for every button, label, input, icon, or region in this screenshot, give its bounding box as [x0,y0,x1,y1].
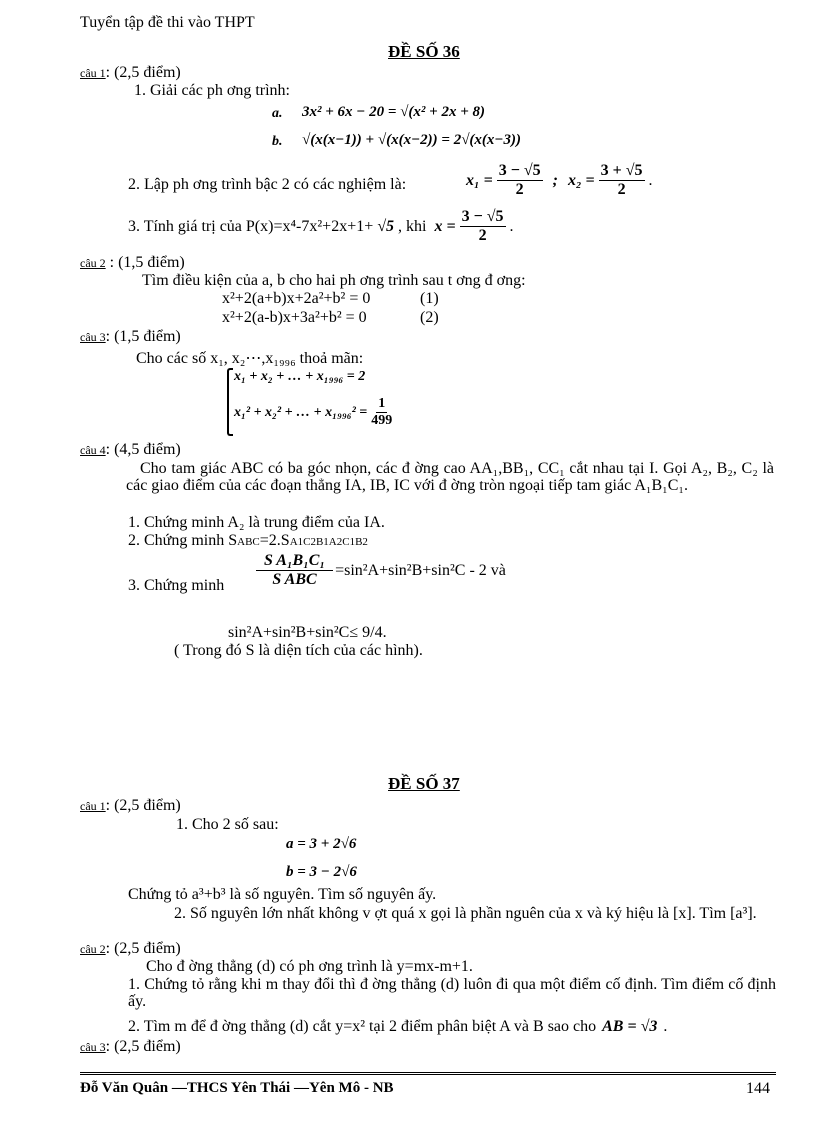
roots-separator: ; [552,171,558,189]
q1-prove-37: Chứng tỏ a³+b³ là số nguyên. Tìm số nguyên ấy. [128,886,437,903]
q1-part3 [128,208,514,245]
area-ratio-numerator: S A₁B₁C₁ [256,552,333,571]
q3-heading [80,328,181,346]
ab-condition: AB = √3 [602,1018,658,1035]
q2-eq2-number: (2) [420,309,439,326]
q4-part3-inequality: sin²A+sin²B+sin²C≤ 9/4. [228,624,387,641]
q3-text: Cho các số x₁, x₂⋯,x₁₉₉₆ thoả mãn: [136,350,364,367]
q2-label-37: câu 2 [80,942,106,956]
q1-part3-x: x = [434,217,456,235]
q2-eq1: x²+2(a+b)x+2a²+b² = 0 [222,290,371,307]
x1-denominator: 2 [515,181,524,198]
footer-author: Đỗ Văn Quân —THCS Yên Thái —Yên Mô - NB [80,1080,394,1096]
q3-label: câu 3 [80,330,106,344]
q3-eq1: x₁ + x₂ + … + x₁₉₉₆ = 2 [234,369,366,384]
q4-text: Cho tam giác ABC có ba góc nhọn, các đ ờng cao AA₁,BB₁, CC₁ cắt nhau tại I. Gọi A₂, B₂, C₂ là các giao điểm của các đoạn thẳng IA, IB, IC với đ ờng tròn ngoại tiếp tam giác A₁B₁C₁. [126,460,774,494]
q1-part2-text: 2. Lập ph ơng trình bậc 2 có các nghiệm là: [128,176,407,193]
q3-eq2-numerator: 1 [378,396,386,411]
q1-points: : (2,5 điểm) [105,64,181,81]
q4-part2-mid: =2.S [259,532,290,549]
q1-part2-37: 2. Số nguyên lớn nhất không v ợt quá x gọi là phần nguên của x và ký hiệu là [x]. Tìm [a³]. [174,905,757,922]
q2-heading-37 [80,940,181,958]
q1-part3-sqrt5: √5 [377,217,395,235]
footer-rule [80,1072,776,1075]
x2-denominator: 2 [617,181,626,198]
q1-part1: 1. Giải các ph ơng trình: [134,82,290,99]
q4-points: : (4,5 điểm) [105,441,181,458]
x1-fraction [497,162,543,199]
q2-part2-text: 2. Tìm m để đ ờng thẳng (d) cắt y=x² tại 2 điểm phân biệt A và B sao cho [128,1018,597,1035]
q2-eq1-number: (1) [420,290,439,307]
exam-37-title: ĐỀ SỐ 37 [388,774,460,793]
q1-part2-roots [466,162,653,199]
exam-36-title: ĐỀ SỐ 36 [388,42,460,61]
q3-eq2: x₁² + x₂² + … + x₁₉₉₆² = [234,404,368,420]
q3-eq2-denominator: 499 [371,413,393,428]
x1-numerator: 3 − √5 [498,162,541,179]
x2-label: x₂ = [567,171,595,189]
q3-heading-37 [80,1038,181,1056]
area-ratio-fraction [256,552,333,589]
x1-label: x₁ = [466,171,493,189]
q1-label: câu 1 [80,66,106,80]
q2-points: : (1,5 điểm) [105,254,185,271]
q1-part3-period: . [509,217,514,235]
system-brace [227,368,233,436]
x2-numerator: 3 + √5 [600,162,643,179]
q2-label: câu 2 [80,256,106,270]
q4-part2 [128,532,368,550]
q4-part3-formula [256,552,506,589]
q1-part3-fraction [460,208,506,245]
a-definition: a = 3 + 2√6 [286,836,357,852]
roots-period: . [648,171,653,189]
b-definition: b = 3 − 2√6 [286,864,357,880]
x2-fraction [599,162,645,199]
q4-label: câu 4 [80,443,106,457]
area-ratio-rhs: =sin²A+sin²B+sin²C - 2 và [335,561,506,579]
q1-points-37: : (2,5 điểm) [105,797,181,814]
q4-heading [80,441,181,459]
q2-part1-37: 1. Chứng tỏ rằng khi m thay đổi thì đ ờng thẳng (d) luôn đi qua một điểm cố định. Tìm điểm cố định ấy. [128,976,776,1010]
q2-eq2: x²+2(a-b)x+3a²+b² = 0 [222,309,367,326]
q4-part2-text: 2. Chứng minh S [128,532,238,549]
q4-part3-text: 3. Chứng minh [128,577,225,594]
q2-text: Tìm điều kiện của a, b cho hai ph ơng trình sau t ơng đ ơng: [142,272,526,289]
q1-part3-denominator: 2 [478,227,487,244]
q2-text-37: Cho đ ờng thẳng (d) có ph ơng trình là y=mx-m+1. [146,958,473,975]
area-ratio-denominator: S ABC [272,571,317,588]
running-title: Tuyển tập đề thi vào THPT [80,14,255,31]
q4-part2-sub1: ABC [237,536,260,548]
q3-label-37: câu 3 [80,1040,106,1054]
q1-heading [80,64,181,82]
q4-note: ( Trong đó S là diện tích của các hình). [174,642,423,659]
q4-part2-sub2: A1C2B1A2C1B2 [289,536,368,548]
q1-part3-text: 3. Tính giá trị của P(x)=x⁴-7x²+2x+1+ [128,217,374,235]
q1-part3-numerator: 3 − √5 [461,208,504,225]
q1-heading-37 [80,797,181,815]
page-number: 144 [746,1080,770,1097]
q2-points-37: : (2,5 điểm) [105,940,181,957]
q2-heading [80,254,185,272]
q1-a-equation: 3x² + 6x − 20 = √(x² + 2x + 8) [302,104,485,120]
q1-a-label: a. [272,106,283,121]
q1-b-label: b. [272,134,283,149]
q3-points-37: : (2,5 điểm) [105,1038,181,1055]
q3-eq2-fraction [371,396,392,429]
q1-b-equation: √(x(x−1)) + √(x(x−2)) = 2√(x(x−3)) [302,132,522,148]
q3-points: : (1,5 điểm) [105,328,181,345]
q1-part2 [128,176,406,194]
q2-part2-37 [128,1018,667,1036]
q2-part2-period: . [663,1018,668,1035]
q1-part3-khi: , khi [398,217,427,235]
q1-part1-37: 1. Cho 2 số sau: [176,816,279,833]
q3-eq2-row [234,396,392,429]
q1-label-37: câu 1 [80,799,106,813]
q4-part1: 1. Chứng minh A₂ là trung điểm của IA. [128,514,385,531]
